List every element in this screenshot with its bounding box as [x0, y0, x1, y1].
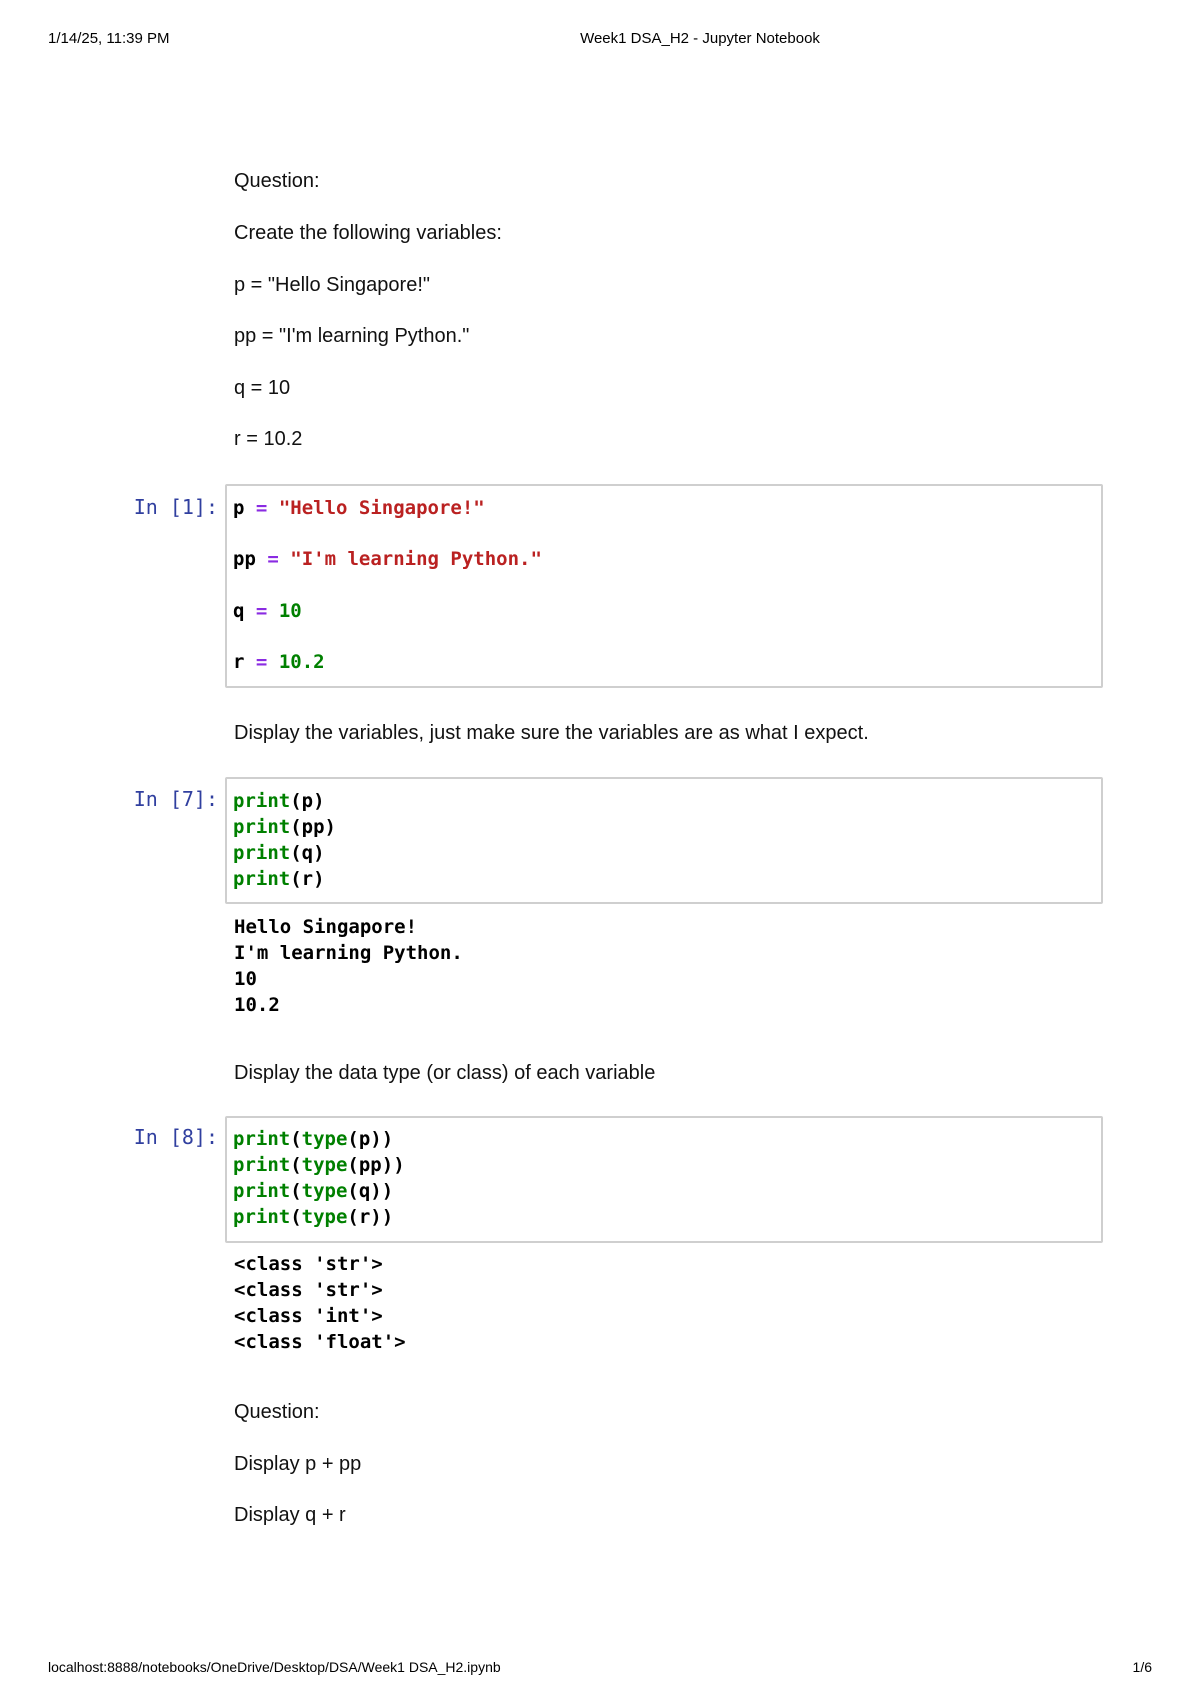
code-args: (r)	[290, 868, 325, 890]
code-operator: =	[255, 600, 268, 622]
code-line	[233, 1178, 405, 1204]
code-builtin: print	[233, 868, 291, 890]
code-builtin: print	[233, 1128, 291, 1150]
code-number: 10	[278, 600, 302, 622]
code-operator: =	[267, 548, 279, 570]
markdown-var-pp: pp = "I'm learning Python."	[234, 325, 470, 347]
print-datetime: 1/14/25, 11:39 PM	[48, 30, 170, 47]
code-line	[233, 814, 336, 840]
code-line-4	[233, 649, 325, 675]
code-builtin: print	[233, 816, 291, 838]
code-operator: =	[255, 651, 268, 673]
code-builtin: type	[301, 1180, 348, 1202]
code-var: r	[233, 651, 245, 673]
code-block-2	[233, 788, 336, 892]
markdown-var-p: p = "Hello Singapore!"	[234, 274, 430, 296]
cell-prompt-2: In [7]:	[133, 787, 218, 811]
code-args: (pp)	[290, 816, 336, 838]
cell-output-3	[234, 1251, 406, 1355]
cell-prompt-1: In [1]:	[133, 495, 218, 519]
code-args: (r)	[347, 1206, 382, 1228]
code-line-3	[233, 598, 302, 624]
code-string: "Hello Singapore!"	[278, 497, 485, 519]
code-line-2	[233, 546, 542, 572]
code-builtin: type	[301, 1154, 348, 1176]
code-cell-2[interactable]	[225, 777, 1103, 904]
output-line: I'm learning Python.	[234, 942, 463, 964]
code-operator: =	[255, 497, 268, 519]
code-line	[233, 788, 336, 814]
output-line: <class 'float'>	[234, 1331, 406, 1353]
code-args: (q)	[347, 1180, 382, 1202]
code-var: q	[233, 600, 245, 622]
output-line: 10.2	[234, 994, 280, 1016]
markdown-var-q: q = 10	[234, 377, 291, 399]
code-builtin: print	[233, 842, 291, 864]
code-line-1	[233, 495, 485, 521]
page-title: Week1 DSA_H2 - Jupyter Notebook	[580, 30, 820, 47]
output-line: <class 'int'>	[234, 1305, 383, 1327]
markdown-question-heading: Question:	[234, 170, 320, 192]
code-builtin: print	[233, 1206, 291, 1228]
markdown-display-types: Display the data type (or class) of each variable	[234, 1062, 656, 1084]
page-url: localhost:8888/notebooks/OneDrive/Desktop/DSA/Week1 DSA_H2.ipynb	[48, 1659, 501, 1675]
code-line	[233, 866, 336, 892]
output-line: 10	[234, 968, 257, 990]
code-args: (q)	[290, 842, 325, 864]
code-number: 10.2	[278, 651, 325, 673]
code-string: "I'm learning Python."	[290, 548, 542, 570]
code-block-3	[233, 1126, 405, 1230]
cell-output-2	[234, 914, 463, 1018]
markdown-display-p-pp: Display p + pp	[234, 1453, 362, 1475]
code-var: p	[233, 497, 245, 519]
output-line: <class 'str'>	[234, 1279, 383, 1301]
code-line	[233, 840, 336, 866]
code-builtin: print	[233, 1154, 291, 1176]
code-builtin: print	[233, 1180, 291, 1202]
code-args: (p)	[347, 1128, 382, 1150]
code-args: (p)	[290, 790, 325, 812]
markdown-display-vars: Display the variables, just make sure the variables are as what I expect.	[234, 722, 869, 744]
code-line	[233, 1152, 405, 1178]
markdown-question-heading-2: Question:	[234, 1401, 320, 1423]
cell-prompt-3: In [8]:	[133, 1125, 218, 1149]
code-paren: )	[381, 1128, 394, 1150]
code-paren: (	[290, 1180, 302, 1202]
code-paren: (	[290, 1128, 302, 1150]
code-paren: )	[381, 1180, 394, 1202]
code-paren: (	[290, 1154, 302, 1176]
markdown-display-q-r: Display q + r	[234, 1504, 346, 1526]
markdown-create-instruction: Create the following variables:	[234, 222, 502, 244]
markdown-var-r: r = 10.2	[234, 428, 303, 450]
code-var: pp	[233, 548, 256, 570]
code-line	[233, 1204, 405, 1230]
output-line: Hello Singapore!	[234, 916, 418, 938]
code-line	[233, 1126, 405, 1152]
page-number: 1/6	[1132, 1659, 1152, 1675]
code-args: (pp)	[347, 1154, 394, 1176]
code-paren: )	[381, 1206, 394, 1228]
code-builtin: type	[301, 1128, 348, 1150]
code-paren: )	[393, 1154, 405, 1176]
code-paren: (	[290, 1206, 302, 1228]
code-builtin: type	[301, 1206, 348, 1228]
output-line: <class 'str'>	[234, 1253, 383, 1275]
code-builtin: print	[233, 790, 291, 812]
